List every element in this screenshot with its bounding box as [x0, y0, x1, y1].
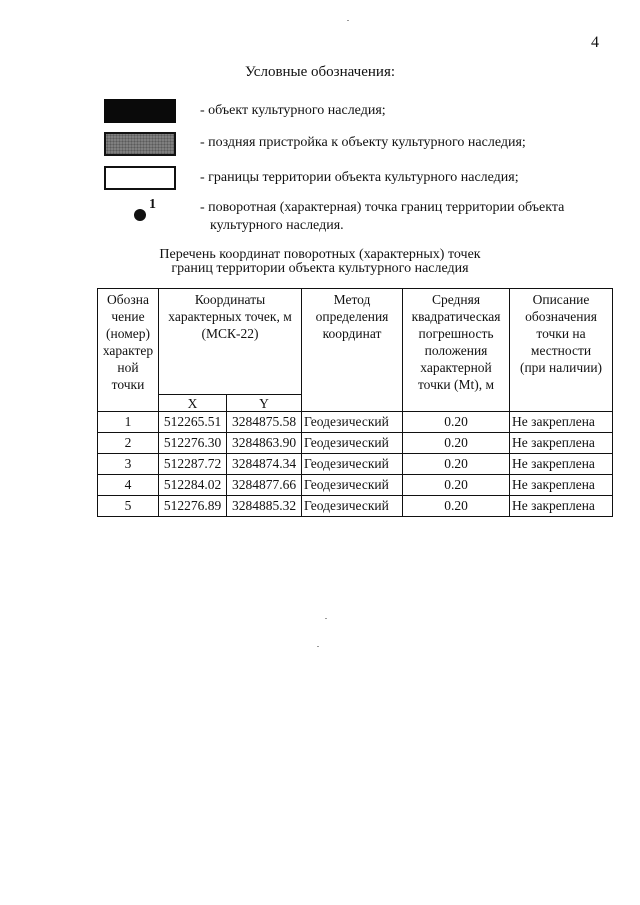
header-coordinates: Координаты характерных точек, м (МСК-22) [159, 289, 302, 395]
cell-x: 512287.72 [159, 454, 227, 475]
header-y: Y [227, 395, 302, 412]
table-row [98, 454, 613, 475]
cell-x: 512276.30 [159, 433, 227, 454]
legend-item-label: - поздняя пристройка к объекту культурного наследия; [200, 135, 526, 150]
gray-hatch-swatch-icon [104, 132, 176, 156]
dot-marker-label: 1 [149, 197, 156, 212]
cell-point: 4 [98, 475, 159, 496]
cell-point: 3 [98, 454, 159, 475]
outline-swatch-icon [104, 166, 176, 190]
cell-x: 512284.02 [159, 475, 227, 496]
list-title-line2: границ территории объекта культурного наследия [171, 261, 469, 276]
page-number: 4 [591, 34, 599, 51]
header-method: Метод определения координат [302, 289, 403, 412]
table-row [98, 412, 613, 433]
scan-speck [325, 618, 327, 619]
legend-item-label [200, 199, 564, 235]
legend-item-label-line2: культурного наследия. [210, 218, 344, 233]
legend-title: Условные обозначения: [244, 64, 396, 80]
cell-description: Не закреплена [510, 496, 613, 517]
legend-item-turning-point [104, 199, 614, 239]
cell-point: 2 [98, 433, 159, 454]
cell-method: Геодезический [302, 496, 403, 517]
cell-y: 3284875.58 [227, 412, 302, 433]
legend-item-label: - объект культурного наследия; [200, 103, 386, 118]
scan-speck [347, 20, 349, 21]
cell-mt: 0.20 [403, 454, 510, 475]
cell-mt: 0.20 [403, 496, 510, 517]
cell-description: Не закреплена [510, 454, 613, 475]
coordinates-table [97, 288, 613, 517]
header-description: Описание обозначения точки на местности (при наличии) [510, 289, 613, 412]
table-row [98, 433, 613, 454]
cell-y: 3284877.66 [227, 475, 302, 496]
black-fill-swatch-icon [104, 99, 176, 123]
cell-description: Не закреплена [510, 433, 613, 454]
scan-speck [317, 646, 319, 647]
cell-x: 512265.51 [159, 412, 227, 433]
header-point-number: Обозна чение (номер) характер ной точки [98, 289, 159, 412]
cell-mt: 0.20 [403, 433, 510, 454]
table-row [98, 496, 613, 517]
cell-y: 3284874.34 [227, 454, 302, 475]
cell-description: Не закреплена [510, 475, 613, 496]
list-title [0, 248, 640, 276]
header-mean-error: Средняя квадратическая погрешность положения характерной точки (Mt), м [403, 289, 510, 412]
cell-method: Геодезический [302, 475, 403, 496]
cell-method: Геодезический [302, 433, 403, 454]
legend-item-label: - границы территории объекта культурного наследия; [200, 170, 519, 185]
cell-mt: 0.20 [403, 475, 510, 496]
table-row [98, 475, 613, 496]
list-title-line1: Перечень координат поворотных (характерных) точек [159, 247, 481, 262]
cell-method: Геодезический [302, 454, 403, 475]
cell-mt: 0.20 [403, 412, 510, 433]
cell-description: Не закреплена [510, 412, 613, 433]
cell-point: 5 [98, 496, 159, 517]
legend-item-label-line1: - поворотная (характерная) точка границ территории объекта [200, 200, 565, 215]
black-dot-icon [134, 209, 146, 221]
cell-point: 1 [98, 412, 159, 433]
cell-method: Геодезический [302, 412, 403, 433]
cell-y: 3284885.32 [227, 496, 302, 517]
header-x: X [159, 395, 227, 412]
cell-y: 3284863.90 [227, 433, 302, 454]
cell-x: 512276.89 [159, 496, 227, 517]
